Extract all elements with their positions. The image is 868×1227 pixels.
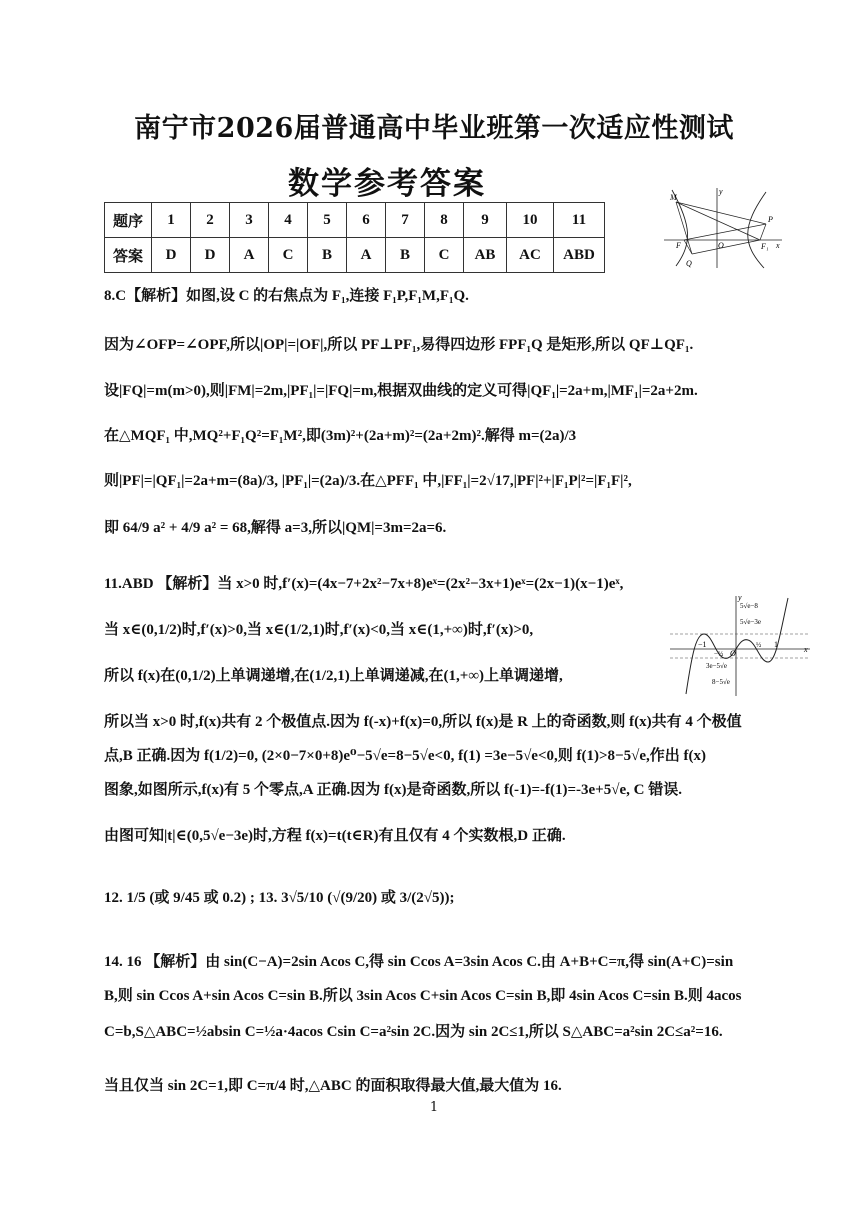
label-o: O [718,241,724,250]
table-cell: D [152,238,191,273]
table-cell: A [347,238,386,273]
solution-line: 12. 1/5 (或 9/45 或 0.2) ; 13. 3√5/10 (√(9/20) 或 3/(2√5)); [104,890,455,906]
answer-table-answer-row [105,238,605,273]
document-title: 南宁市2026届普通高中毕业班第一次适应性测试 [134,113,734,144]
table-cell: 11 [554,203,605,238]
label-bot2: 8−5√e [712,678,730,686]
table-cell: 8 [425,203,464,238]
label-f1: F₁ [761,242,769,251]
label-p: P [768,215,773,224]
solution-line: 所以 f(x)在(0,1/2)上单调递增,在(1/2,1)上单调递减,在(1,+∞)上单调递增, [104,668,563,684]
table-cell: C [425,238,464,273]
table-cell: 9 [464,203,507,238]
label-y: y [738,594,742,602]
solution-line: 设|FQ|=m(m>0),则|FM|=2m,|PF₁|=|FQ|=m,根据双曲线的定义可得|QF₁|=2a+m,|MF₁|=2a+2m. [104,383,698,399]
label-neg-half: −½ [714,650,724,658]
table-cell: B [308,238,347,273]
table-cell: 2 [191,203,230,238]
label-m: M [670,193,677,202]
table-cell: A [230,238,269,273]
solution-line: 8.C【解析】如图,设 C 的右焦点为 F₁,连接 F₁P,F₁M,F₁Q. [104,288,469,304]
solution-line: 点,B 正确.因为 f(1/2)=0, (2×0−7×0+8)e⁰−5√e=8−5√e<0, f(1) =3e−5√e<0,则 f(1)>8−5√e,作出 f(x) [104,748,706,764]
label-half: ½ [756,641,762,649]
table-cell: 5 [308,203,347,238]
label-f: F [676,241,681,250]
solution-line: 14. 16 【解析】由 sin(C−A)=2sin Acos C,得 sin Ccos A=3sin Acos C.由 A+B+C=π,得 sin(A+C)=sin [104,954,734,970]
solution-line: B,则 sin Ccos A+sin Acos C=sin B.所以 3sin Acos C+sin Acos C=sin B,即 4sin Acos C=sin B.则 4acos [104,988,742,1004]
solution-line: 即 64/9 a² + 4/9 a² = 68,解得 a=3,所以|QM|=3m=2a=6. [104,520,447,536]
solution-line: 则|PF|=|QF₁|=2a+m=(8a)/3, |PF₁|=(2a)/3.在△PFF₁ 中,|FF₁|=2√17,|PF|²+|F₁P|²=|F₁F|², [104,473,632,489]
page-number: 1 [429,1100,439,1115]
table-cell: AB [464,238,507,273]
label-one: 1 [774,640,778,649]
label-x: x [776,241,780,250]
table-row-label: 答案 [105,238,152,273]
label-y: y [719,187,723,196]
table-cell: 1 [152,203,191,238]
label-top1: 5√e−8 [740,602,758,610]
solution-line: 所以当 x>0 时,f(x)共有 2 个极值点.因为 f(-x)+f(x)=0,所以 f(x)是 R 上的奇函数,则 f(x)共有 4 个极值 [104,714,742,730]
table-cell: ABD [554,238,605,273]
solution-line: 11.ABD 【解析】当 x>0 时,f′(x)=(4x−7+2x²−7x+8)eˣ=(2x²−3x+1)eˣ=(2x−1)(x−1)eˣ, [104,576,624,592]
solution-line: 因为∠OFP=∠OPF,所以|OP|=|OF|,所以 PF⊥PF₁,易得四边形 FPF₁Q 是矩形,所以 QF⊥QF₁. [104,337,694,353]
label-q: Q [686,259,692,268]
table-cell: AC [507,238,554,273]
table-cell: 10 [507,203,554,238]
label-top2: 5√e−3e [740,618,762,626]
label-origin: O [730,649,736,658]
label-neg-one: −1 [698,640,707,649]
solution-line: 当且仅当 sin 2C=1,即 C=π/4 时,△ABC 的面积取得最大值,最大值为 16. [104,1078,562,1094]
table-cell: 6 [347,203,386,238]
solution-line: 由图可知|t|∈(0,5√e−3e)时,方程 f(x)=t(t∈R)有且仅有 4 个实数根,D 正确. [104,828,566,844]
table-cell: D [191,238,230,273]
solution-line: 在△MQF₁ 中,MQ²+F₁Q²=F₁M²,即(3m)²+(2a+m)²=(2a+2m)².解得 m=(2a)/3 [104,428,577,444]
table-cell: 3 [230,203,269,238]
answer-table [104,202,605,273]
solution-line: 图象,如图所示,f(x)有 5 个零点,A 正确.因为 f(x)是奇函数,所以 f(-1)=-f(1)=-3e+5√e, C 错误. [104,782,682,798]
table-cell: 4 [269,203,308,238]
solution-line: 当 x∈(0,1/2)时,f′(x)>0,当 x∈(1/2,1)时,f′(x)<0,当 x∈(1,+∞)时,f′(x)>0, [104,622,534,638]
solution-line: C=b,S△ABC=½absin C=½a·4acos Csin C=a²sin 2C.因为 sin 2C≤1,所以 S△ABC=a²sin 2C≤a²=16. [104,1024,723,1040]
hyperbola-figure [662,186,786,270]
table-row-label: 题序 [105,203,152,238]
answer-table-header-row [105,203,605,238]
table-cell: B [386,238,425,273]
label-bot1: 3e−5√e [706,662,728,670]
document-subtitle: 数学参考答案 [288,166,486,202]
label-x: x [804,645,808,654]
table-cell: 7 [386,203,425,238]
table-cell: C [269,238,308,273]
function-graph-figure [668,594,814,698]
